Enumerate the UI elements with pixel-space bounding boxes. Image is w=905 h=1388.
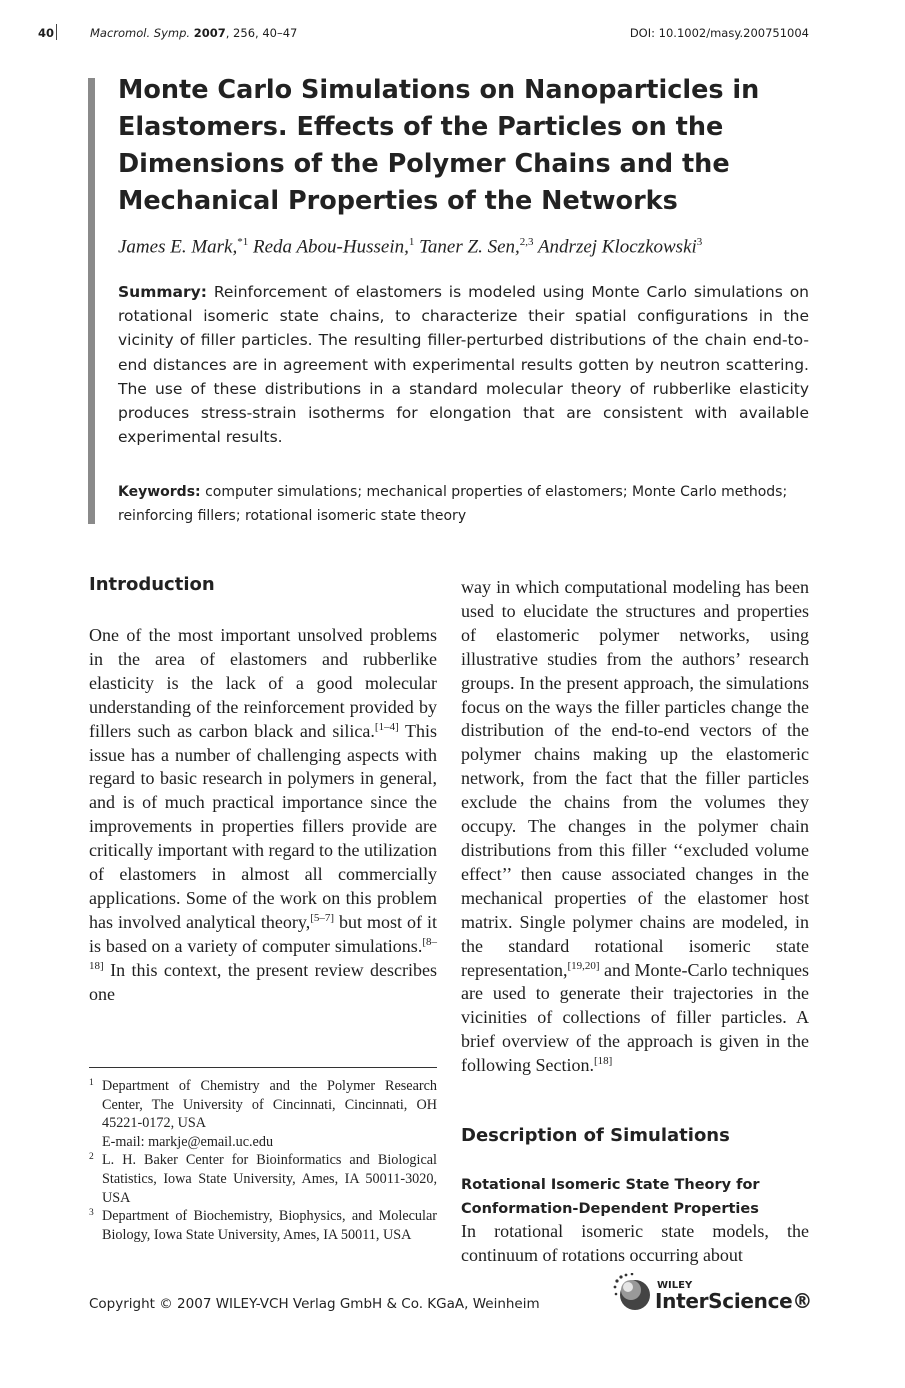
wiley-interscience-logo <box>605 1267 820 1317</box>
page-number: 40 <box>38 26 55 40</box>
author-affiliation-mark: 1 <box>408 236 415 248</box>
author-list <box>118 236 818 258</box>
intro-text-4-start: In this context, the present review describes one <box>89 959 437 1004</box>
footnote-divider <box>89 1067 437 1068</box>
intro-text-3: but most of it is based on a variety of computer simulations. <box>89 911 437 956</box>
author-affiliation-mark: 2,3 <box>519 236 534 248</box>
summary-label: Summary: <box>118 283 207 301</box>
article-title: Monte Carlo Simulations on Nanoparticles in Elastomers. Effects of the Particles on the Dimensions of the Polymer Chains and the Mechanical Properties of the Networks <box>118 75 760 216</box>
footnote <box>89 1207 437 1244</box>
footnote-text: L. H. Baker Center for Bioinformatics and Biological Statistics, Iowa State University, Ames, IA 50011-3020, USA <box>102 1152 437 1206</box>
author-name: Andrzej Kloczkowski <box>537 236 697 258</box>
footnote-email: E-mail: markje@email.uc.edu <box>102 1133 274 1150</box>
citation-ref: [19,20] <box>567 959 600 972</box>
logo-interscience-text: InterScience® <box>655 1289 813 1313</box>
intro-text-2: This issue has a number of challenging aspects with regard to basic research in polymers in general, and is of much practical importance since the improvements in properties fillers provide are critically important with regard to the utilization of elastomers in almost all commercially applications. Some of the work on this problem has involved analytical theory, <box>89 720 437 932</box>
footnote-number: 1 <box>89 1078 94 1088</box>
intro-text-1: One of the most important unsolved problems in the area of elastomers and rubberlike elasticity is the lack of a good molecular understanding of the reinforcement provided by fillers such as carbon black and silica. <box>89 625 437 741</box>
title-accent-bar <box>88 78 95 524</box>
citation-ref: [8–18] <box>89 935 437 972</box>
journal-name: Macromol. Symp. <box>90 26 191 40</box>
author-name: Reda Abou-Hussein, <box>253 236 409 258</box>
logo-wiley-text: WILEY <box>657 1280 693 1291</box>
intro-paragraph-right <box>461 576 809 1078</box>
keywords-label: Keywords: <box>118 484 201 500</box>
journal-volume-pages: , 256, 40–47 <box>225 26 298 40</box>
keywords-text: computer simulations; mechanical properties of elastomers; Monte Carlo methods; reinforcing fillers; rotational isomeric state theory <box>118 484 788 524</box>
description-paragraph: In rotational isomeric state models, the continuum of rotations occurring about <box>461 1221 809 1265</box>
doi: DOI: 10.1002/masy.200751004 <box>629 26 809 40</box>
footnote-text: Department of Biochemistry, Biophysics, and Molecular Biology, Iowa State University, Ames, IA 50011, USA <box>102 1208 437 1243</box>
intro-text-5: and Monte-Carlo techniques are used to generate their trajectories in the vicinities of collections of filler particles. A brief overview of the approach is given in the following Section. <box>461 959 809 1076</box>
journal-citation <box>90 26 297 40</box>
footnotes <box>89 1077 437 1244</box>
intro-text-4-cont: way in which computational modeling has been used to elucidate the structures and properties of elastomeric polymer networks, using illustrative studies from the authors’ research groups. In the present approach, the simulations focus on the ways the filler particles change the distribution of the end-to-end vectors of the polymer chains making up the elastomeric network, from the fact that the filler particles exclude the chains from the volumes they occupy. The changes in the polymer chain distributions from this filler ‘‘excluded volume effect’’ then cause associated changes in the mechanical properties of the elastomer host matrix. Single polymer chains are modeled, in the standard rotational isomeric state representation, <box>461 577 809 980</box>
copyright-notice: Copyright © 2007 WILEY-VCH Verlag GmbH & Co. KGaA, Weinheim <box>89 1296 540 1312</box>
citation-ref: [5–7] <box>310 911 335 924</box>
intro-paragraph-left <box>89 624 437 1007</box>
header-divider <box>56 24 57 40</box>
citation-ref: [18] <box>594 1055 613 1068</box>
keywords <box>118 480 809 528</box>
author-affiliation-mark: *1 <box>237 236 249 248</box>
subsection-heading: Rotational Isomeric State Theory for Conformation-Dependent Properties <box>461 1177 760 1217</box>
footnote <box>89 1151 437 1207</box>
summary-text: Reinforcement of elastomers is modeled using Monte Carlo simulations on rotational isomeric state chains, to characterize their spatial configurations in the vicinity of filler particles. The resulting filler-perturbed distributions of the chain end-to-end distances are in agreement with experimental results gotten by neutron scattering. The use of these distributions in a standard molecular theory of rubberlike elasticity produces stress-strain isotherms for elongation that are consistent with available experimental results. <box>118 283 809 447</box>
footnote-text: Department of Chemistry and the Polymer Research Center, The University of Cincinnati, Cincinnati, OH 45221-0172, USA <box>102 1078 437 1132</box>
section-heading-description: Description of Simulations <box>461 1125 730 1146</box>
footnote-number: 2 <box>89 1152 94 1163</box>
globe-icon <box>613 1273 653 1313</box>
footnote-number: 3 <box>89 1208 94 1219</box>
running-header <box>0 26 905 44</box>
author-name: Taner Z. Sen, <box>419 236 520 258</box>
abstract <box>118 280 809 449</box>
section-heading-introduction: Introduction <box>89 574 215 595</box>
citation-ref: [1–4] <box>374 720 399 733</box>
footnote <box>89 1077 437 1151</box>
journal-year: 2007 <box>193 26 226 40</box>
author-name: James E. Mark, <box>118 236 238 258</box>
author-affiliation-mark: 3 <box>696 236 703 248</box>
